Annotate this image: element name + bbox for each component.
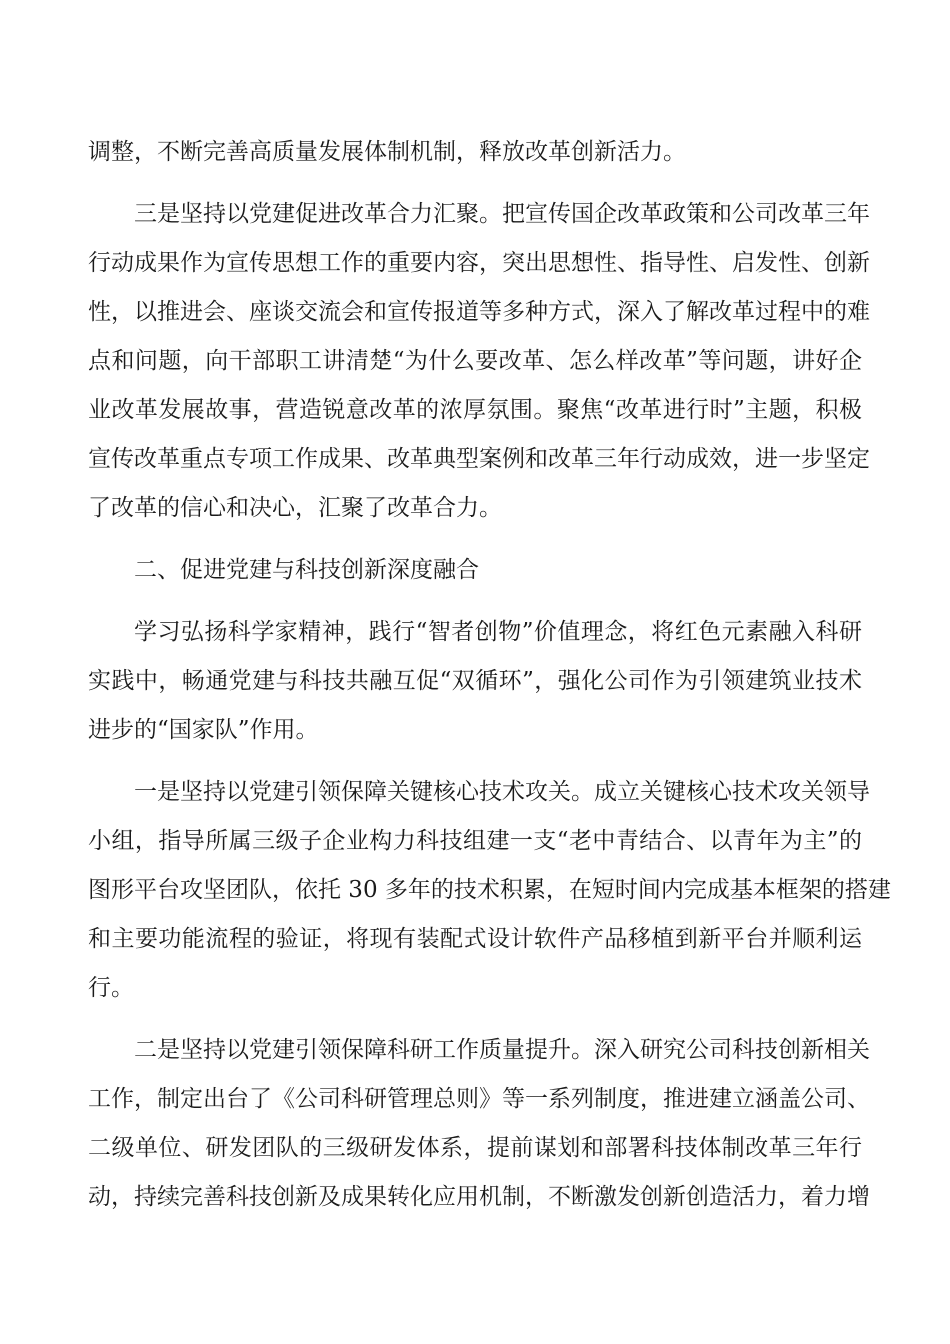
text-line: 二级单位、研发团队的三级研发体系，提前谋划和部署科技体制改革三年行 xyxy=(88,1135,862,1161)
text-line: 了改革的信心和决心，汇聚了改革合力。 xyxy=(88,495,502,521)
text-line: 二是坚持以党建引领保障科研工作质量提升。深入研究公司科技创新相关 xyxy=(134,1037,870,1063)
text-line: 性，以推进会、座谈交流会和宣传报道等多种方式，深入了解改革过程中的难 xyxy=(88,299,870,325)
text-line: 图形平台攻坚团队，依托 30 多年的技术积累，在短时间内完成基本框架的搭建 xyxy=(88,877,891,903)
text-line: 业改革发展故事，营造锐意改革的浓厚氛围。聚焦“改革进行时”主题，积极 xyxy=(88,397,862,423)
text-line: 调整，不断完善高质量发展体制机制，释放改革创新活力。 xyxy=(88,139,686,165)
paragraph xyxy=(88,608,862,755)
paragraph xyxy=(88,190,870,533)
paragraph xyxy=(88,128,862,177)
text-line: 和主要功能流程的验证，将现有装配式设计软件产品移植到新平台并顺利运 xyxy=(88,926,862,952)
text-line: 一是坚持以党建引领保障关键核心技术攻关。成立关键核心技术攻关领导 xyxy=(134,779,870,805)
text-line: 工作，制定出台了《公司科研管理总则》等一系列制度，推进建立涵盖公司、 xyxy=(88,1086,870,1112)
text-line: 行动成果作为宣传思想工作的重要内容，突出思想性、指导性、启发性、创新 xyxy=(88,250,870,276)
section-heading xyxy=(88,546,862,595)
text-line: 宣传改革重点专项工作成果、改革典型案例和改革三年行动成效，进一步坚定 xyxy=(88,446,870,472)
paragraph xyxy=(88,768,891,1013)
text-line: 行。 xyxy=(88,975,134,1001)
text-line: 点和问题，向干部职工讲清楚“为什么要改革、怎么样改革”等问题，讲好企 xyxy=(88,348,862,374)
paragraph xyxy=(88,1026,870,1222)
text-line: 二、促进党建与科技创新深度融合 xyxy=(134,557,479,583)
text-line: 动，持续完善科技创新及成果转化应用机制，不断激发创新创造活力，着力增 xyxy=(88,1184,870,1210)
document-body xyxy=(88,128,891,1222)
text-line: 学习弘扬科学家精神，践行“智者创物”价值理念，将红色元素融入科研 xyxy=(134,619,862,645)
text-line: 实践中，畅通党建与科技共融互促“双循环”，强化公司作为引领建筑业技术 xyxy=(88,668,862,694)
text-line: 小组，指导所属三级子企业构力科技组建一支“老中青结合、以青年为主”的 xyxy=(88,828,862,854)
text-line: 进步的“国家队”作用。 xyxy=(88,717,319,743)
text-line: 三是坚持以党建促进改革合力汇聚。把宣传国企改革政策和公司改革三年 xyxy=(134,201,870,227)
